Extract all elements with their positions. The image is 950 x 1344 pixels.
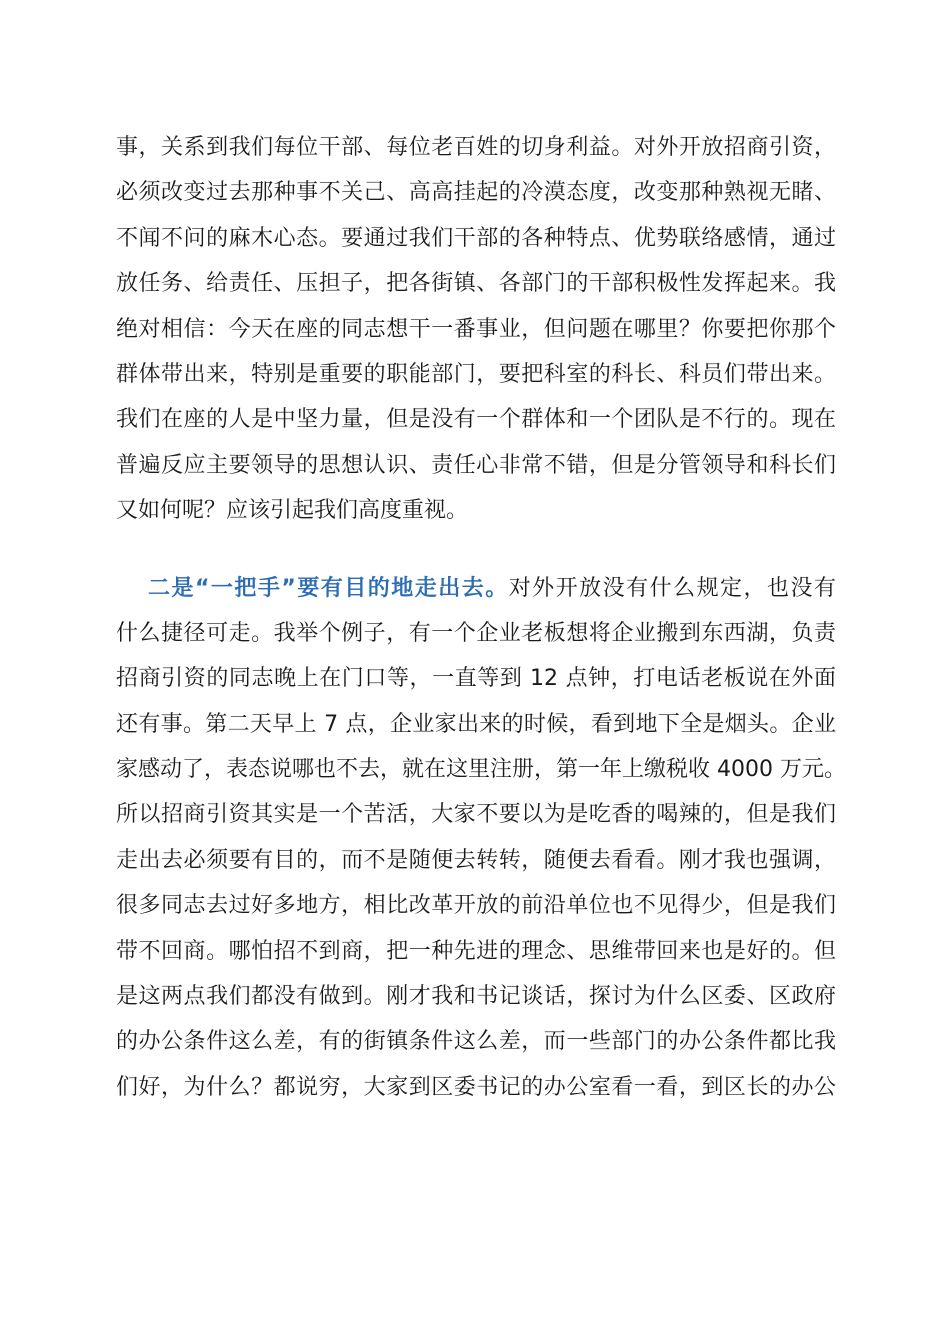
text-line: 什么捷径可走。我举个例子，有一个企业老板想将企业搬到东西湖，负责 — [116, 620, 836, 646]
text-line: 走出去必须要有目的，而不是随便去转转，随便去看看。刚才我也强调， — [116, 847, 836, 873]
text-line: 所以招商引资其实是一个苦活，大家不要以为是吃香的喝辣的，但是我们 — [116, 802, 836, 828]
text-line: 家感动了，表态说哪也不去，就在这里注册，第一年上缴税收 4000 万元。 — [116, 757, 846, 783]
text-line: 还有事。第二天早上 7 点，企业家出来的时候，看到地下全是烟头。企业 — [116, 711, 836, 737]
text-line: 是这两点我们都没有做到。刚才我和书记谈话，探讨为什么区委、区政府 — [116, 984, 836, 1010]
text-line: 的办公条件这么差，有的街镇条件这么差，而一些部门的办公条件都比我 — [116, 1029, 836, 1055]
text-line: 们好，为什么？都说穷，大家到区委书记的办公室看一看，到区长的办公 — [116, 1074, 836, 1100]
text-line: 必须改变过去那种事不关己、高高挂起的冷漠态度，改变那种熟视无睹、 — [116, 180, 836, 206]
text-line: 普遍反应主要领导的思想认识、责任心非常不错，但是分管领导和科长们 — [116, 452, 836, 478]
text-run: 对外开放没有什么规定，也没有 — [508, 575, 836, 601]
paragraph-spacer — [116, 534, 836, 566]
document-body — [116, 125, 846, 1110]
text-line: 又如何呢？应该引起我们高度重视。 — [116, 498, 469, 524]
text-line: 我们在座的人是中坚力量，但是没有一个群体和一个团队是不行的。现在 — [116, 407, 836, 433]
text-line: 招商引资的同志晚上在门口等，一直等到 12 点钟，打电话老板说在外面 — [116, 666, 836, 692]
text-line: 很多同志去过好多地方，相比改革开放的前沿单位也不见得少，但是我们 — [116, 893, 836, 919]
section-heading: 二是“一把手”要有目的地走出去。 — [148, 575, 509, 601]
text-line: 不闻不问的麻木心态。要通过我们干部的各种特点、优势联络感情，通过 — [116, 225, 836, 251]
text-line: 群体带出来，特别是重要的职能部门，要把科室的科长、科员们带出来。 — [116, 361, 836, 387]
text-line: 放任务、给责任、压担子，把各街镇、各部门的干部积极性发挥起来。我 — [116, 271, 836, 297]
text-line-first — [116, 566, 836, 611]
text-line: 事，关系到我们每位干部、每位老百姓的切身利益。对外开放招商引资， — [116, 135, 836, 160]
text-line: 绝对相信：今天在座的同志想干一番事业，但问题在哪里？你要把你那个 — [116, 316, 836, 342]
text-line: 带不回商。哪怕招不到商，把一种先进的理念、思维带回来也是好的。但 — [116, 938, 836, 964]
paragraph-2 — [116, 566, 846, 1111]
paragraph-1 — [116, 125, 836, 534]
